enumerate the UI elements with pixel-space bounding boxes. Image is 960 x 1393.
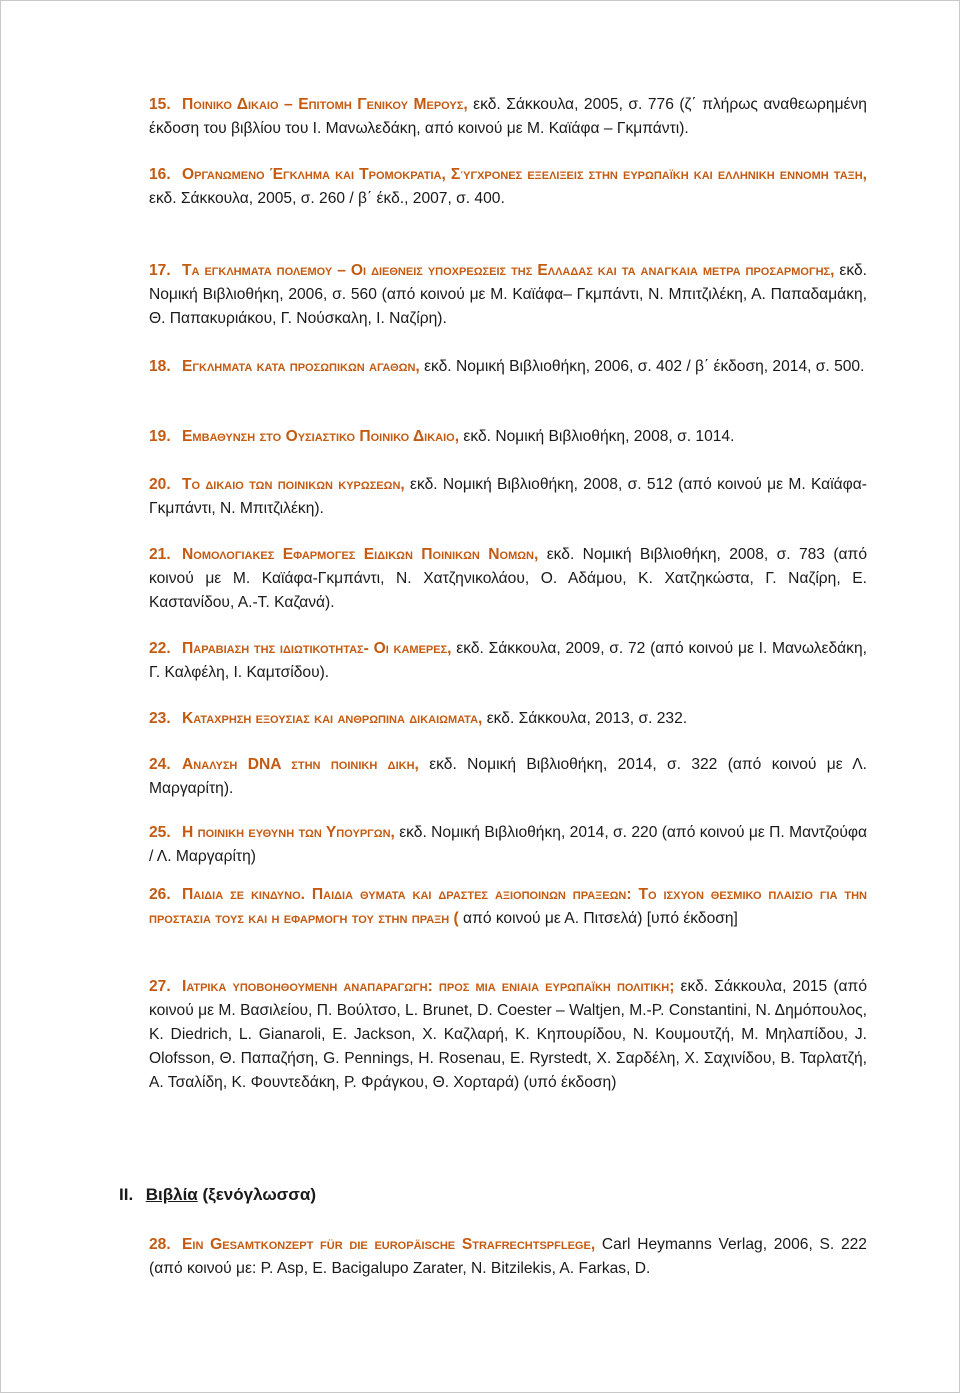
entry-number: 19. (149, 428, 171, 445)
entry-title: Εγκληματα κατα προσωπικων αγαθων, (182, 358, 420, 375)
entry-number: 20. (149, 476, 171, 493)
entry-title: Η ποινικη ευθυνη των Υπουργων, (182, 824, 395, 841)
entry-details: εκδ. Νομική Βιβλιοθήκη, 2008, σ. 783 (από κοινού με Μ. Καϊάφα-Γκμπάντι, Ν. Χατζηνικολάου, Ο. Αδάμου, Κ. Χατζηκώστα, Γ. Ναζίρη, Ε. Καστανίδου, Α.-Τ. Καζανά). (149, 546, 867, 611)
entry-details: εκδ. Σάκκουλα, 2015 (από κοινού με Μ. Βασιλείου, Π. Βούλτσο, L. Brunet, D. Coester – Waltjen, M.-P. Constantini, Ν. Δημόπουλος, K. Diedrich, L. Gianaroli, E. Jackson, Χ. Καζλαρή, Κ. Κηπουρίδου, Ν. Κουμουτζή, Μ. Μηλαπίδου, J. Olofsson, Θ. Παπαζήση, G. Pennings, H. Rosenau, E. Ryrstedt, Χ. Σαρδέλη, Χ. Σαχινίδου, Β. Ταρλατζή, Α. Τσαλίδη, Κ. Φουντεδάκη, Ρ. Φράγκου, Θ. Χορταρά) (υπό έκδοση) (149, 978, 867, 1091)
entry-details: εκδ. Σάκκουλα, 2005, σ. 776 (ζ΄ πλήρως αναθεωρημένη έκδοση του βιβλίου του Ι. Μανωλεδάκη, από κοινού με Μ. Καϊάφα – Γκμπάντι). (149, 96, 867, 137)
section-heading (119, 1185, 316, 1205)
list-item (149, 259, 867, 331)
list-item (149, 975, 867, 1095)
entry-details: εκδ. Νομική Βιβλιοθήκη, 2014, σ. 220 (από κοινού με Π. Μαντζούφα / Λ. Μαργαρίτη) (149, 824, 867, 865)
list-item (149, 821, 867, 869)
entry-details: εκδ. Νομική Βιβλιοθήκη, 2014, σ. 322 (από κοινού με Λ. Μαργαρίτη). (149, 756, 867, 797)
entry-details: Carl Heymanns Verlag, 2006, S. 222 (από κοινού με: P. Asp, E. Bacigalupo Zarater, N. Bitzilekis, A. Farkas, D. (149, 1236, 867, 1277)
entry-number: 22. (149, 640, 171, 657)
entry-number: 17. (149, 262, 171, 279)
list-item (149, 1233, 867, 1281)
entry-number: 16. (149, 166, 171, 183)
entry-number: 28. (149, 1236, 171, 1253)
entry-details: εκδ. Σάκκουλα, 2013, σ. 232. (482, 710, 688, 727)
entry-number: 24. (149, 756, 171, 773)
list-item (149, 637, 867, 685)
list-item (149, 93, 867, 141)
list-item (149, 425, 867, 449)
entry-title: Νομολογιακες Εφαρμογες Ειδικων Ποινικων Νομων, (182, 546, 539, 563)
entry-title: Εμβαθυνση στο Ουσιαστικο Ποινικο Δικαιο, (182, 428, 460, 445)
section-suffix: (ξενόγλωσσα) (197, 1185, 317, 1204)
entry-details: εκδ. Νομική Βιβλιοθήκη, 2008, σ. 512 (από κοινού με Μ. Καϊάφα-Γκμπάντι, Ν. Μπιτζιλέκη). (149, 476, 867, 517)
entry-title: Ποινικο Δικαιο – Επιτομη Γενικου Μερους, (182, 96, 468, 113)
entry-number: 18. (149, 358, 171, 375)
list-item (149, 163, 867, 211)
entry-title: Ιατρικα υποβοηθουμενη αναπαραγωγη: προς μια ενιαια ευρωπαϊκη πολιτικη; (182, 978, 675, 995)
entry-title: Οργανωμενο Έγκλημα και Τρομοκρατια, Σύγχρονες εξελιξεις στην ευρωπαϊκη και ελληνικη εννομη ταξη, (182, 166, 867, 183)
entry-title: Παραβιαση της ιδιωτικοτητας- Οι καμερες, (182, 640, 452, 657)
entry-number: 25. (149, 824, 171, 841)
list-item (149, 473, 867, 521)
entry-title: Αναλυση DNA στην ποινικη δικη, (182, 756, 419, 773)
entry-title: Ein Gesamtkonzept für die europäische Strafrechtspflege, (182, 1236, 596, 1253)
entry-details: εκδ. Νομική Βιβλιοθήκη, 2006, σ. 402 / β΄ έκδοση, 2014, σ. 500. (419, 358, 865, 375)
entry-title: Τα εγκληματα πολεμου – Οι διεθνεις υποχρεωσεις της Ελλαδας και τα αναγκαια μετρα προσαρμογης, (182, 262, 835, 279)
list-item (149, 543, 867, 615)
entry-details: εκδ. Σάκκουλα, 2005, σ. 260 / β΄ έκδ., 2007, σ. 400. (149, 190, 505, 207)
list-item (149, 707, 867, 731)
entry-number: 21. (149, 546, 171, 563)
entry-details: εκδ. Νομική Βιβλιοθήκη, 2008, σ. 1014. (459, 428, 735, 445)
section-number: II. (119, 1185, 134, 1204)
entry-number: 15. (149, 96, 171, 113)
entry-details: εκδ. Νομική Βιβλιοθήκη, 2006, σ. 560 (από κοινού με Μ. Καϊάφα– Γκμπάντι, Ν. Μπιτζιλέκη, Α. Παπαδαμάκη, Θ. Παπακυριάκου, Γ. Νούσκαλη, Ι. Ναζίρη). (149, 262, 868, 327)
entry-details: εκδ. Σάκκουλα, 2009, σ. 72 (από κοινού με Ι. Μανωλεδάκη, Γ. Καλφέλη, Ι. Καμτσίδου). (149, 640, 867, 681)
list-item (149, 753, 867, 801)
entry-title: Παιδια σε κινδυνο. Παιδια θυματα και δραστες αξιοποινων πραξεων: Το ισχυον θεσμικο πλαισιο για την προστασια τους και η εφαρμογη του στην πραξη ( (149, 886, 867, 927)
entry-details: από κοινού με Α. Πιτσελά) [υπό έκδοση] (458, 910, 738, 927)
entry-number: 26. (149, 886, 171, 903)
entry-number: 23. (149, 710, 171, 727)
entry-number: 27. (149, 978, 171, 995)
entry-title: Καταχρηση εξουσιας και ανθρωπινα δικαιωματα, (182, 710, 483, 727)
section-label: Βιβλία (145, 1185, 198, 1204)
list-item (149, 883, 867, 931)
entry-title: Το δικαιο των ποινικων κυρωσεων, (182, 476, 405, 493)
list-item (149, 355, 867, 379)
